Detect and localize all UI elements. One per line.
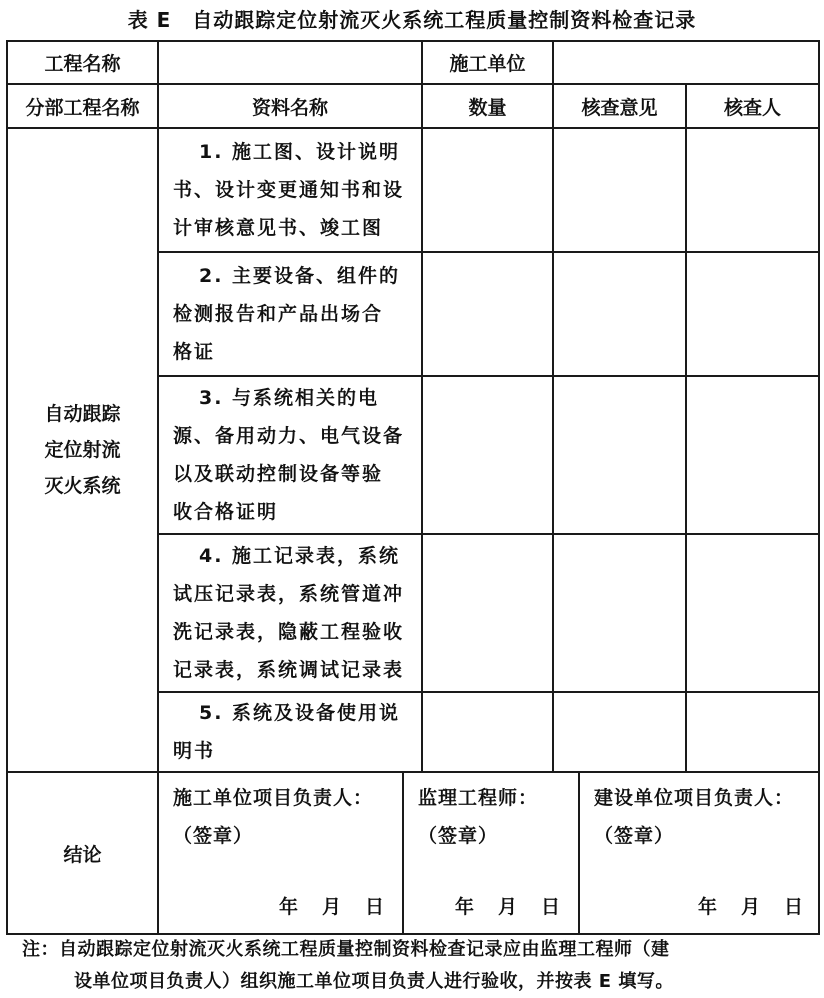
date-month: 月 <box>497 896 517 918</box>
document-item-line: 以及联动控制设备等验 <box>173 463 384 485</box>
document-name-header: 资料名称 <box>158 84 422 128</box>
review-opinion-cell[interactable] <box>553 692 686 772</box>
project-name-label: 工程名称 <box>7 41 158 84</box>
quantity-cell[interactable] <box>422 534 553 692</box>
sub-project-name-line: 定位射流 <box>44 439 121 461</box>
review-opinion-cell[interactable] <box>553 534 686 692</box>
construction-unit-label: 施工单位 <box>422 41 553 84</box>
signature-title: 建设单位项目负责人： <box>594 787 795 809</box>
document-item-5 <box>158 692 422 772</box>
signature-stamp: （签章） <box>594 825 675 847</box>
review-opinion-cell[interactable] <box>553 376 686 534</box>
reviewer-cell[interactable] <box>686 376 819 534</box>
project-name-field[interactable] <box>158 41 422 84</box>
document-item-line: 试压记录表，系统管道冲 <box>173 583 405 605</box>
review-opinion-cell[interactable] <box>553 252 686 376</box>
date-day: 日 <box>540 896 560 918</box>
signature-date <box>431 892 560 919</box>
document-item-line: 检测报告和产品出场合 <box>173 303 384 325</box>
reviewer-cell[interactable] <box>686 692 819 772</box>
date-month: 月 <box>321 896 341 918</box>
owner-signature-block[interactable] <box>580 773 819 933</box>
signature-stamp: （签章） <box>418 825 499 847</box>
conclusion-row <box>7 772 819 934</box>
document-item-line: 5. 系统及设备使用说 <box>199 702 401 724</box>
footnote-line-2: 设单位项目负责人）组织施工单位项目负责人进行验收，并按表 E 填写。 <box>74 971 674 992</box>
document-item-line: 计审核意见书、竣工图 <box>173 217 384 239</box>
conclusion-signatures <box>158 772 819 934</box>
signature-title: 施工单位项目负责人： <box>173 787 374 809</box>
document-item-1 <box>158 128 422 252</box>
inspection-record-table <box>6 40 820 935</box>
sub-project-name-cell <box>7 128 158 772</box>
quantity-cell[interactable] <box>422 692 553 772</box>
document-item-line: 1. 施工图、设计说明 <box>199 141 401 163</box>
review-opinion-header: 核查意见 <box>553 84 686 128</box>
signature-title: 监理工程师： <box>418 787 539 809</box>
document-item-line: 3. 与系统相关的电 <box>199 387 380 409</box>
document-item-2 <box>158 252 422 376</box>
document-item-line: 2. 主要设备、组件的 <box>199 265 401 287</box>
reviewer-cell[interactable] <box>686 252 819 376</box>
construction-unit-field[interactable] <box>553 41 819 84</box>
project-header-row <box>7 41 819 84</box>
date-year: 年 <box>454 896 474 918</box>
sub-project-name-line: 灭火系统 <box>44 475 121 497</box>
signature-date <box>674 892 803 919</box>
document-item-line: 4. 施工记录表，系统 <box>199 545 401 567</box>
supervisor-signature-block[interactable] <box>404 773 580 933</box>
reviewer-cell[interactable] <box>686 128 819 252</box>
document-item-line: 收合格证明 <box>173 501 279 523</box>
reviewer-header: 核查人 <box>686 84 819 128</box>
document-item-3 <box>158 376 422 534</box>
table-row <box>7 128 819 252</box>
date-year: 年 <box>278 896 298 918</box>
construction-signature-block[interactable] <box>159 773 404 933</box>
conclusion-label: 结论 <box>7 772 158 934</box>
document-item-line: 明书 <box>173 740 216 762</box>
sub-project-header: 分部工程名称 <box>7 84 158 128</box>
document-item-line: 源、备用动力、电气设备 <box>173 425 405 447</box>
quantity-header: 数量 <box>422 84 553 128</box>
date-day: 日 <box>364 896 384 918</box>
quantity-cell[interactable] <box>422 128 553 252</box>
document-item-4 <box>158 534 422 692</box>
signature-stamp: （签章） <box>173 825 254 847</box>
signature-date <box>255 892 384 919</box>
table-footnote <box>22 934 812 998</box>
document-item-line: 书、设计变更通知书和设 <box>173 179 405 201</box>
quantity-cell[interactable] <box>422 252 553 376</box>
review-opinion-cell[interactable] <box>553 128 686 252</box>
document-item-line: 记录表，系统调试记录表 <box>173 659 405 681</box>
quantity-cell[interactable] <box>422 376 553 534</box>
document-item-line: 格证 <box>173 341 216 363</box>
date-month: 月 <box>740 896 760 918</box>
sub-project-name-line: 自动跟踪 <box>44 403 121 425</box>
table-title: 表 E 自动跟踪定位射流灭火系统工程质量控制资料检查记录 <box>127 8 697 32</box>
column-header-row <box>7 84 819 128</box>
footnote-line-1: 注：自动跟踪定位射流灭火系统工程质量控制资料检查记录应由监理工程师（建 <box>22 939 670 960</box>
reviewer-cell[interactable] <box>686 534 819 692</box>
date-year: 年 <box>697 896 717 918</box>
date-day: 日 <box>783 896 803 918</box>
document-item-line: 洗记录表，隐蔽工程验收 <box>173 621 405 643</box>
